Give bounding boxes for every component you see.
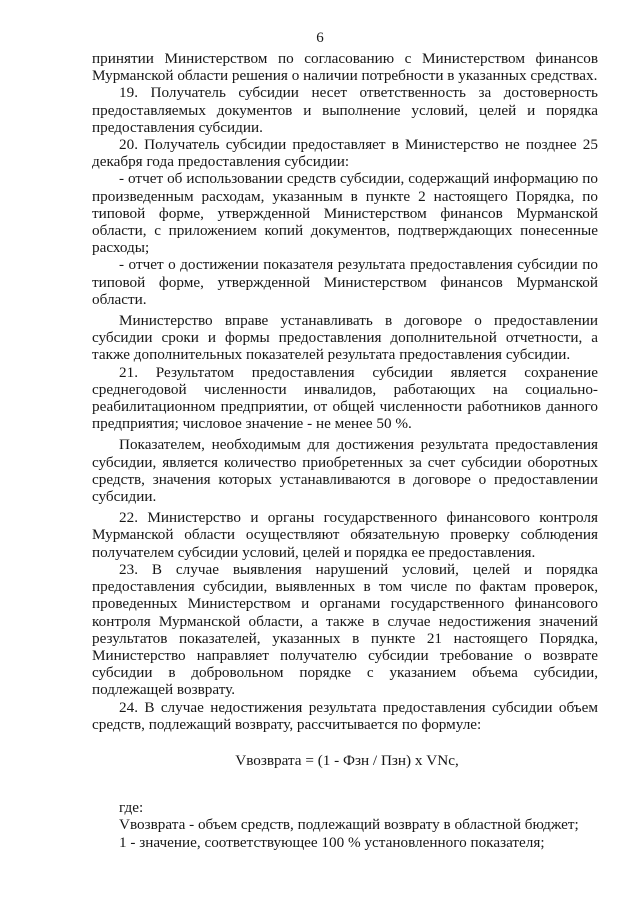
paragraph-item-20: 20. Получатель субсидии предоставляет в Министерство не позднее 25 декабря года предоставления субсидии:: [92, 136, 598, 171]
paragraph: Показателем, необходимым для достижения результата предоставления субсидии, является количество приобретенных за счет субсидии оборотных средств, значения которых устанавливаются в договоре о предоставлении субсидии.: [92, 436, 598, 506]
list-item-result-report: - отчет о достижении показателя результата предоставления субсидии по типовой форме, утвержденной Министерством финансов Мурманской области.: [92, 256, 598, 308]
list-item-usage-report: - отчет об использовании средств субсидии, содержащий информацию по произведенным расходам, указанным в пункте 2 настоящего Порядка, по типовой форме, утвержденной Министерством финансов Мурманской области, с приложением копий документов, подтверждающих понесенные расходы;: [92, 170, 598, 257]
paragraph-item-24: 24. В случае недостижения результата предоставления субсидии объем средств, подлежащий возврату, рассчитывается по формуле:: [92, 698, 598, 733]
paragraph: Министерство вправе устанавливать в договоре о предоставлении субсидии сроки и формы предоставления дополнительной отчетности, а также дополнительных показателей результата предоставления субсидии.: [92, 312, 598, 364]
paragraph-item-22: 22. Министерство и органы государственного финансового контроля Мурманской области осуществляют обязательную проверку соблюдения получателем субсидии условий, целей и порядка ее предоставления.: [92, 509, 598, 561]
definition-item: 1 - значение, соответствующее 100 % установленного показателя;: [119, 833, 545, 851]
definitions-intro: где:: [119, 799, 144, 817]
paragraph-item-23: 23. В случае выявления нарушений условий, целей и порядка предоставления субсидии, выявленных в том числе по фактам проверок, проведенных Министерством и органами государственного финансового контроля Мурманской области, а также в случае недостижения значений результатов показателей, указанных в пункте 21 настоящего Порядка, Министерство направляет получателю субсидии требование о возврате субсидии в добровольном порядке с указанием объема субсидии, подлежащей возврату.: [92, 560, 598, 699]
paragraph-item-21: 21. Результатом предоставления субсидии является сохранение среднегодовой численности инвалидов, работающих на социально-реабилитационном предприятии, от общей численности работников данного предприятия; числовое значение - не менее 50 %.: [92, 363, 598, 433]
formula: Vвозврата = (1 - Фзн / Пзн) х VNc,: [235, 751, 459, 769]
paragraph-item-19: 19. Получатель субсидии несет ответственность за достоверность предоставляемых документов и выполнение условий, целей и порядка предоставления субсидии.: [92, 84, 598, 136]
definition-item: Vвозврата - объем средств, подлежащий возврату в областной бюджет;: [119, 816, 579, 834]
document-body: [92, 50, 598, 851]
page-number: 6: [316, 30, 324, 46]
paragraph: принятии Министерством по согласованию с Министерством финансов Мурманской области решения о наличии потребности в указанных средствах.: [92, 50, 598, 85]
